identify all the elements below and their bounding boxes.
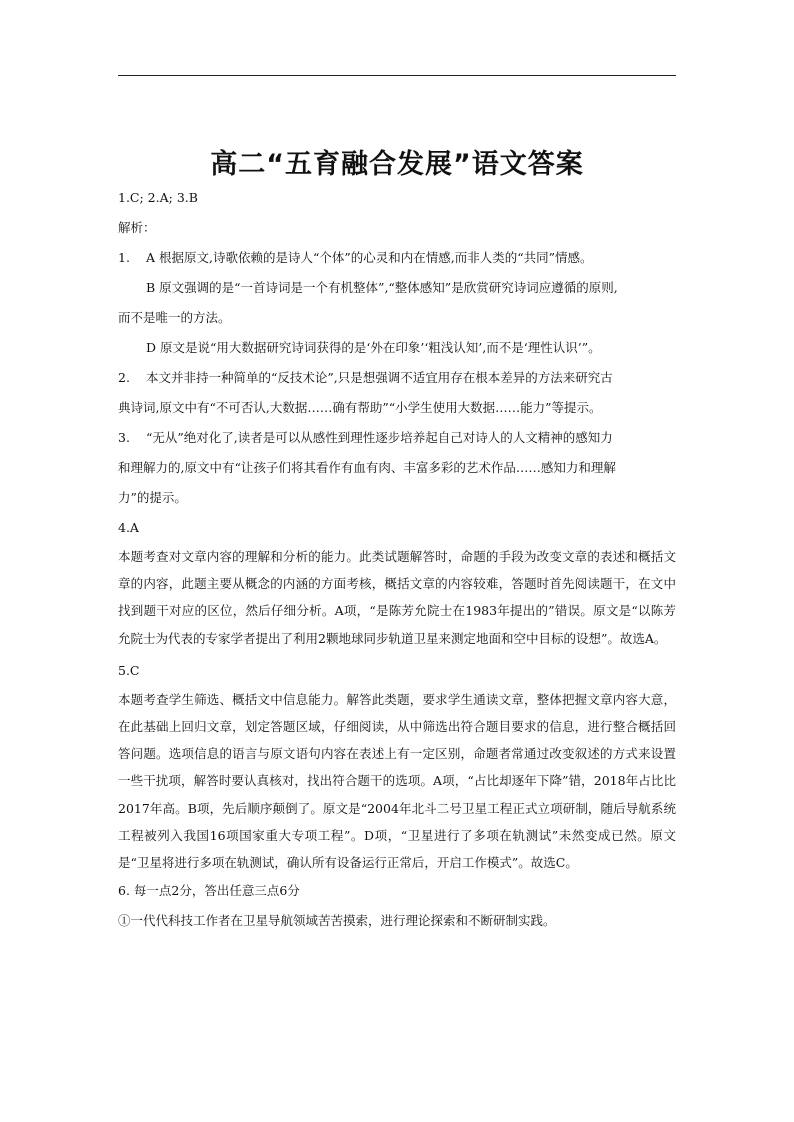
q1-a-text: A 根据原文,诗歌依赖的是诗人“个体”的心灵和内在情感,而非人类的“共同”情感。 (146, 250, 593, 265)
q3-line3: 力”的提示。 (118, 490, 187, 505)
q3-line1 (118, 423, 676, 453)
q5-answer: 5.C (118, 662, 140, 678)
q6-heading: 6. 每一点2分，答出任意三点6分 (118, 883, 300, 899)
page-title: 高二“五育融合发展”语文答案 (210, 149, 584, 180)
q2-line2: 典诗词,原文中有“不可否认,大数据……确有帮助”“小学生使用大数据……能力”等提示。 (118, 400, 602, 415)
answer-body (118, 183, 676, 936)
q4-answer: 4.A (118, 520, 139, 535)
q2-l1-text: 本文并非持一种简单的“反技术论”,只是想强调不适宜用存在根本差异的方法来研究古 (146, 370, 613, 385)
q3-l1-text: “无从”绝对化了,读者是可以从感性到理性逐步培养起自己对诗人的人文精神的感知力 (146, 430, 613, 445)
q6-point-1: ①一代代科技工作者在卫星导航领域苦苦摸索，进行理论探索和不断研制实践。 (118, 913, 556, 929)
q5-explanation: 本题考查学生筛选、概括文中信息能力。解答此类题，要求学生通读文章，整体把握文章内容大意，在此基础上回归文章，划定答题区域，仔细阅读，从中筛选出符合题目要求的信息，进行整合概括回答问题。选项信息的语言与原文语句内容在表述上有一定区别，命题者常通过改变叙述的方式来设置一些干扰项，解答时要认真核对，找出符合题干的选项。A项，“占比却逐年下降”错，2018年占比比2017年高。B项，先后顺序颠倒了。原文是“2004年北斗二号卫星工程正式立项研制，随后导航系统工程被列入我国16项国家重大专项工程”。D项，“卫星进行了多项在轨测试”未然变成已然。原文是“卫星将进行多项在轨测试，确认所有设备运行正常后，开启工作模式”。故选C。 (118, 691, 676, 871)
analysis-label: 解析： (118, 220, 156, 235)
q1-number: 1. (118, 250, 130, 265)
answers-1-3: 1.C; 2.A; 3.B (118, 190, 198, 205)
q1-option-a (118, 243, 676, 273)
q1-option-b-line2: 而不是唯一的方法。 (118, 310, 231, 325)
q4-explanation: 本题考查对文章内容的理解和分析的能力。此类试题解答时，命题的手段为改变文章的表述和概括文章的内容，此题主要从概念的内涵的方面考核，概括文章的内容较难，答题时首先阅读题干，在文中找到题干对应的区位，然后仔细分析。A项，“是陈芳允院士在1983年提出的”错误。原文是“以陈芳允院士为代表的专家学者提出了利用2颗地球同步轨道卫星来测定地面和空中目标的设想”。故选A。 (118, 549, 676, 646)
header-rule (118, 75, 676, 76)
q3-number: 3. (118, 430, 130, 445)
q2-line1 (118, 363, 676, 393)
q2-number: 2. (118, 370, 130, 385)
q1-option-b-line1: B 原文强调的是“一首诗词是一个有机整体”,“整体感知”是欣赏研究诗词应遵循的原则, (146, 280, 618, 295)
q3-line2: 和理解力的,原文中有“让孩子们将其看作有血有肉、丰富多彩的艺术作品……感知力和理解 (118, 460, 616, 475)
q1-option-d: D 原文是说“用大数据研究诗词获得的是‘外在印象’‘粗浅认知’,而不是‘理性认识’”。 (146, 340, 601, 355)
